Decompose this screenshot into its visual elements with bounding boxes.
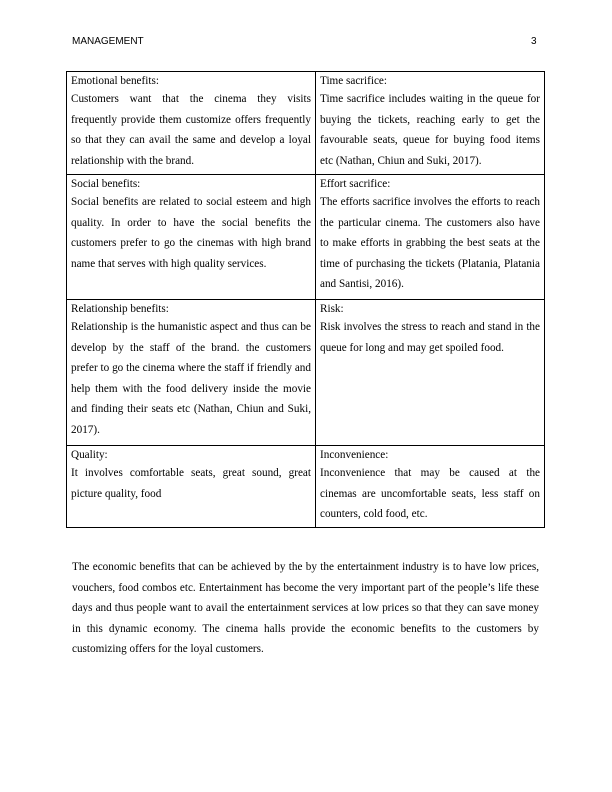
cell-title: Risk:	[320, 303, 344, 315]
table-cell-risk	[316, 300, 545, 446]
cell-title: Effort sacrifice:	[320, 178, 391, 190]
cell-title: Quality:	[71, 449, 108, 461]
table-row	[67, 446, 545, 528]
cell-title: Social benefits:	[71, 178, 141, 190]
table-row	[67, 72, 545, 175]
cell-title: Emotional benefits:	[71, 75, 159, 87]
table-cell-quality	[67, 446, 316, 528]
cell-title: Inconvenience:	[320, 449, 389, 461]
table-row	[67, 300, 545, 446]
page-number: 3	[531, 36, 537, 47]
cell-text: The efforts sacrifice involves the efforts to reach the particular cinema. The customers also have to make efforts in grabbing the best seats at the time of purchasing the tickets (Platania, Platania and Santisi, 2016).	[320, 196, 540, 291]
table-cell-social-benefits	[67, 175, 316, 300]
table-cell-emotional-benefits	[67, 72, 316, 175]
cell-text: Inconvenience that may be caused at the cinemas are uncomfortable seats, less staff on counters, cold food, etc.	[320, 467, 540, 521]
body-paragraph: The economic benefits that can be achieved by the by the entertainment industry is to have low prices, vouchers, food combos etc. Entertainment has become the very important part of the people’s life these days and thus people want to avail the entertainment services at low prices so that they can save money in this dynamic economy. The cinema halls provide the economic benefits to the customers by customizing offers for the loyal customers.	[72, 561, 539, 656]
table-cell-time-sacrifice	[316, 72, 545, 175]
cell-title: Relationship benefits:	[71, 303, 169, 315]
benefits-sacrifices-table	[66, 71, 545, 528]
cell-text: It involves comfortable seats, great sound, great picture quality, food	[71, 467, 311, 500]
cell-title: Time sacrifice:	[320, 75, 388, 87]
cell-text: Risk involves the stress to reach and stand in the queue for long and may get spoiled food.	[320, 321, 540, 354]
running-head: MANAGEMENT	[72, 36, 144, 47]
table-cell-effort-sacrifice	[316, 175, 545, 300]
table-row	[67, 175, 545, 300]
cell-text: Social benefits are related to social esteem and high quality. In order to have the social benefits the customers prefer to go the cinemas with high brand name that serves with high quality services.	[71, 196, 311, 270]
cell-text: Relationship is the humanistic aspect and thus can be develop by the staff of the brand. the customers prefer to go the cinema where the staff if friendly and help them with the food delivery inside the movie and finding their seats etc (Nathan, Chiun and Suki, 2017).	[71, 321, 311, 436]
cell-text: Time sacrifice includes waiting in the queue for buying the tickets, reaching early to get the favourable seats, queue for buying food items etc (Nathan, Chiun and Suki, 2017).	[320, 93, 540, 167]
cell-text: Customers want that the cinema they visits frequently provide them customize offers frequently so that they can avail the same and develop a loyal relationship with the brand.	[71, 93, 311, 167]
table-cell-relationship-benefits	[67, 300, 316, 446]
table-cell-inconvenience	[316, 446, 545, 528]
